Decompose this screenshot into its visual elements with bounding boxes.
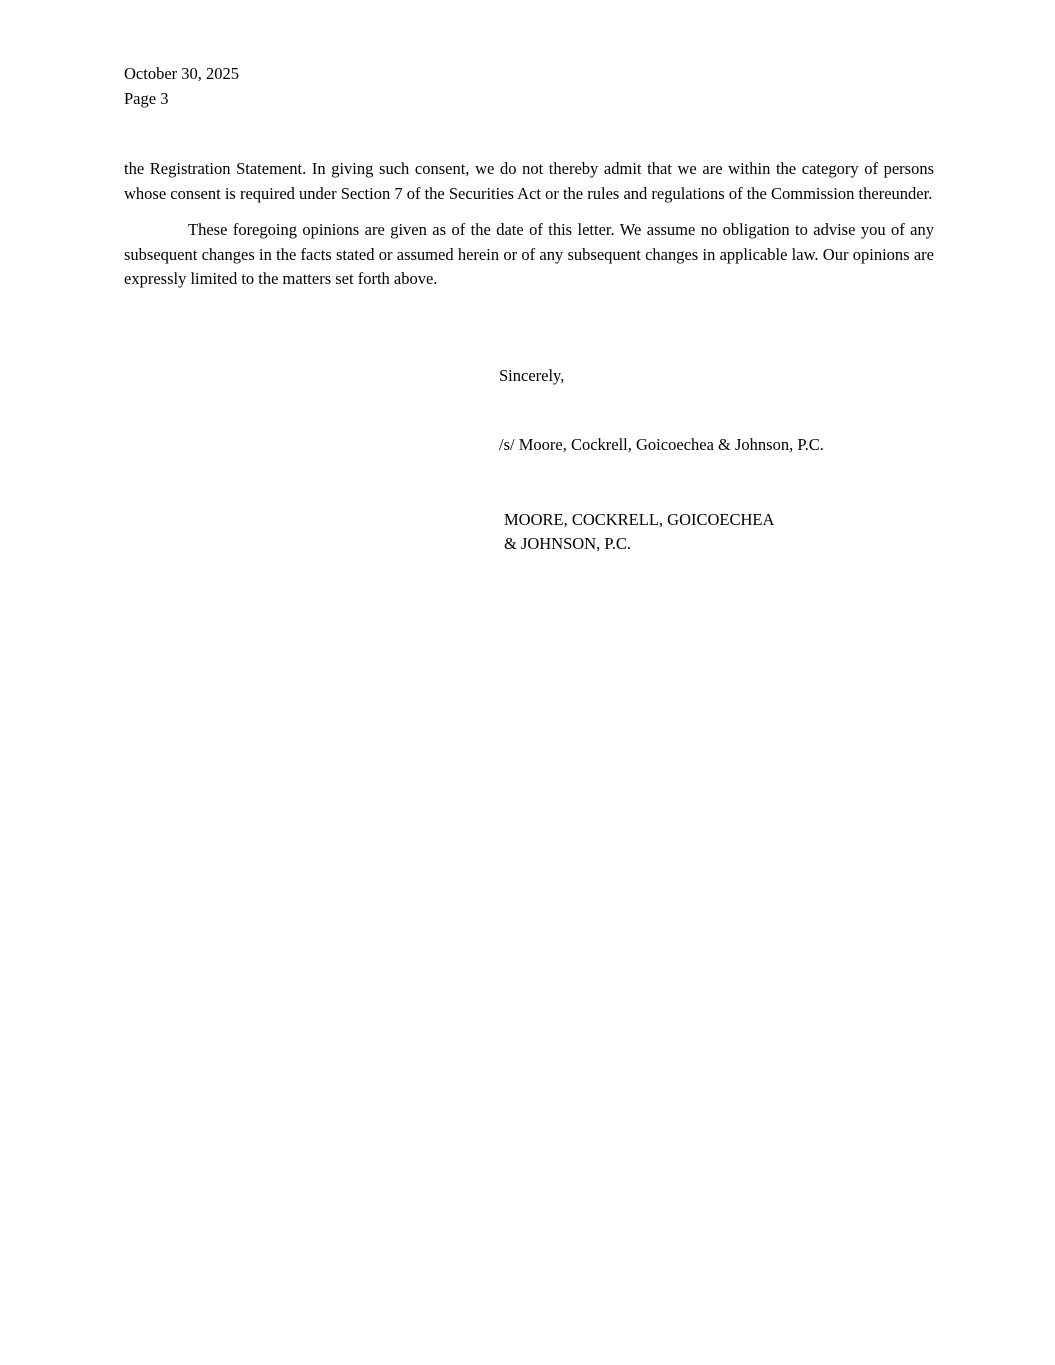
signature-conformed: /s/ Moore, Cockrell, Goicoechea & Johnson, P.C. xyxy=(499,435,824,454)
letter-date: October 30, 2025 xyxy=(124,64,240,83)
page-number: Page 3 xyxy=(124,88,169,108)
firm-name-line-2: & JOHNSON, P.C. xyxy=(504,534,631,553)
firm-name-line-1: MOORE, COCKRELL, GOICOECHEA xyxy=(504,509,775,529)
letter-content xyxy=(124,62,934,557)
paragraph-opinions: These foregoing opinions are given as of the date of this letter. We assume no obligation to advise you of any subsequent changes in the facts stated or assumed herein or of any subsequent changes in applicable law. Our opinions are expressly limited to the matters set forth above. xyxy=(124,220,934,288)
paragraph-consent: the Registration Statement. In giving such consent, we do not thereby admit that we are within the category of persons whose consent is required under Section 7 of the Securities Act or the rules and regulations of the Commission thereunder. xyxy=(124,159,934,203)
firm-name-block xyxy=(499,508,934,557)
closing-salutation: Sincerely, xyxy=(499,365,565,385)
signature-block xyxy=(499,364,934,557)
letter-header xyxy=(124,62,934,111)
